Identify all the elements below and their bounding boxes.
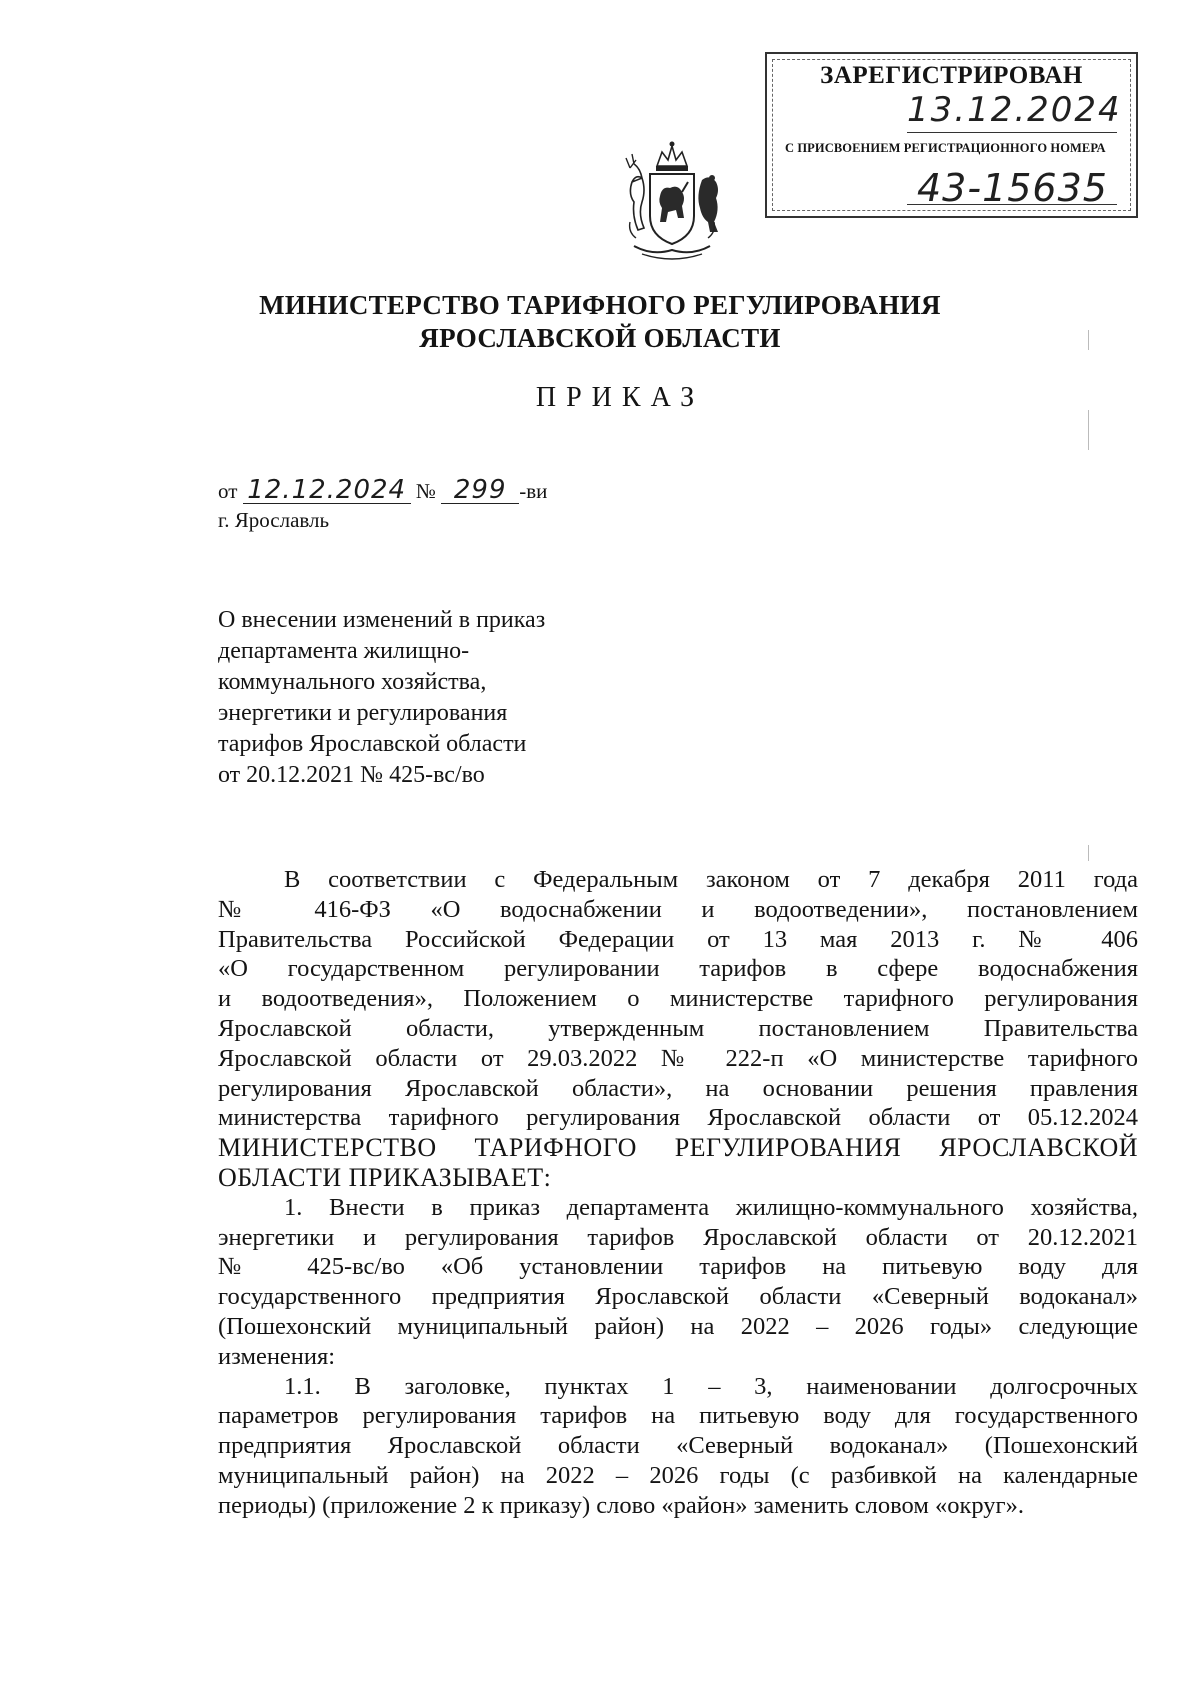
scan-mark xyxy=(1088,410,1089,450)
item11-line: параметров регулирования тарифов на питьевую воду для государственного xyxy=(218,1402,1138,1430)
item1-line: (Пошехонский муниципальный район) на 2022 – 2026 годы» следующие xyxy=(218,1312,1138,1340)
order-subject xyxy=(218,605,638,791)
preamble-line: министерства тарифного регулирования Ярославской области от 05.12.2024 xyxy=(218,1104,1138,1132)
stamp-handwritten-number: 43-15635 xyxy=(917,166,1108,210)
document-type: ПРИКАЗ xyxy=(535,382,705,413)
preamble-line: № 416-ФЗ «О водоснабжении и водоотведении», постановлением xyxy=(218,895,1138,923)
preamble-line: Ярославской области, утвержденным постановлением Правительства xyxy=(218,1014,1138,1042)
order-number-field xyxy=(441,475,519,505)
subject-line: тарифов Ярославской области xyxy=(218,731,527,757)
ministry-name-line1: МИНИСТЕРСТВО ТАРИФНОГО РЕГУЛИРОВАНИЯ xyxy=(259,290,941,320)
item11-line: периоды) (приложение 2 к приказу) слово «район» заменить словом «округ». xyxy=(218,1491,1024,1519)
item11-line: предприятия Ярославской области «Северный водоканал» (Пошехонский xyxy=(218,1432,1138,1460)
stamp-number-line xyxy=(907,204,1117,205)
stamp-title: ЗАРЕГИСТРИРОВАН xyxy=(820,62,1083,89)
preamble-line: и водоотведения», Положением о министерстве тарифного регулирования xyxy=(218,985,1138,1013)
preamble-paragraph xyxy=(218,865,1138,1521)
subject-line: департамента жилищно- xyxy=(218,638,470,664)
item11-line: муниципальный район) на 2022 – 2026 годы (с разбивкой на календарные xyxy=(218,1461,1138,1489)
subject-line: коммунального хозяйства, xyxy=(218,669,487,695)
preamble-line: Правительства Российской Федерации от 13 мая 2013 г. № 406 xyxy=(218,925,1138,953)
coat-of-arms-icon xyxy=(612,138,732,268)
preamble-line: регулирования Ярославской области», на основании решения правления xyxy=(218,1074,1138,1102)
stamp-handwritten-date: 13.12.2024 xyxy=(907,90,1122,130)
order-date-field xyxy=(243,475,411,505)
scan-mark xyxy=(1088,845,1089,861)
item1-line: энергетики и регулирования тарифов Ярославской области от 20.12.2021 xyxy=(218,1223,1138,1251)
number-label: № xyxy=(415,479,436,503)
preamble-line: «О государственном регулировании тарифов в сфере водоснабжения xyxy=(218,955,1138,983)
preamble-line: В соответствии с Федеральным законом от 7 декабря 2011 года xyxy=(284,866,1138,893)
order-date: 12.12.2024 xyxy=(247,475,407,505)
city-name: г. Ярославль xyxy=(218,508,330,532)
order-operative-line: МИНИСТЕРСТВО ТАРИФНОГО РЕГУЛИРОВАНИЯ ЯРОСЛАВСКОЙ xyxy=(218,1133,1138,1163)
subject-line: от 20.12.2021 № 425-вс/во xyxy=(218,762,485,788)
subject-line: О внесении изменений в приказ xyxy=(218,607,546,633)
order-date-number xyxy=(218,475,548,505)
item1-line: государственного предприятия Ярославской области «Северный водоканал» xyxy=(218,1283,1138,1311)
order-number-suffix: -ви xyxy=(519,479,548,503)
order-operative-line: ОБЛАСТИ ПРИКАЗЫВАЕТ: xyxy=(218,1162,552,1192)
item1-line: изменения: xyxy=(218,1342,336,1370)
stamp-date-line xyxy=(907,132,1117,133)
subject-line: энергетики и регулирования xyxy=(218,700,508,726)
ministry-name-line2: ЯРОСЛАВСКОЙ ОБЛАСТИ xyxy=(419,323,781,353)
item1-line: № 425-вс/во «Об установлении тарифов на питьевую воду для xyxy=(218,1253,1138,1281)
stamp-subtitle: С ПРИСВОЕНИЕМ РЕГИСТРАЦИОННОГО НОМЕРА xyxy=(785,141,1106,155)
item1-line: 1. Внести в приказ департамента жилищно-коммунального хозяйства, xyxy=(284,1193,1138,1221)
from-label: от xyxy=(218,479,238,503)
registration-stamp xyxy=(765,52,1138,218)
order-number: 299 xyxy=(453,475,507,505)
item11-line: 1.1. В заголовке, пунктах 1 – 3, наименовании долгосрочных xyxy=(284,1372,1138,1400)
preamble-line: Ярославской области от 29.03.2022 № 222-п «О министерстве тарифного xyxy=(218,1044,1138,1072)
scan-mark xyxy=(1088,330,1089,350)
